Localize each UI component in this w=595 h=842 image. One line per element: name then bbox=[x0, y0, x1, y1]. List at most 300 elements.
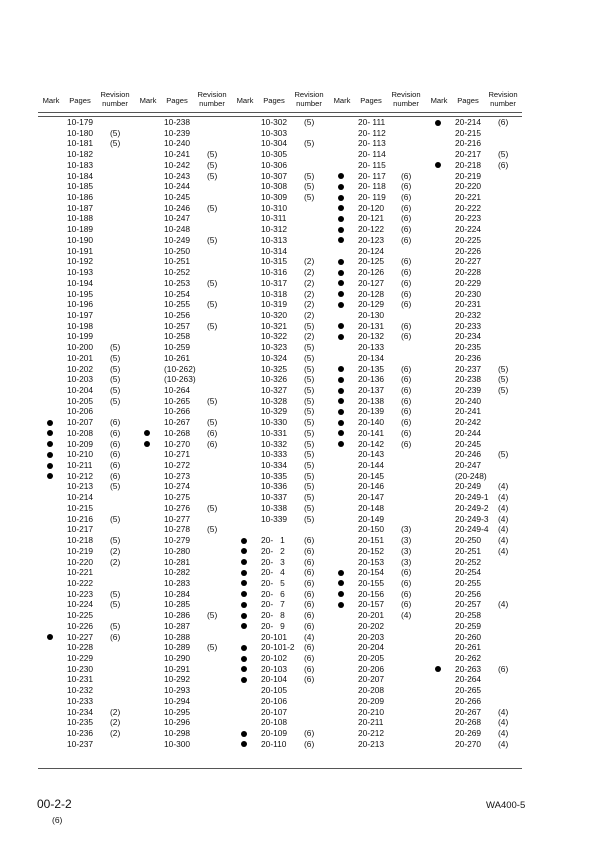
page-number: 20-223 bbox=[455, 213, 482, 224]
revision-number: (5) bbox=[207, 502, 218, 513]
page-number: 10-300 bbox=[164, 738, 191, 749]
page-number: 10-295 bbox=[164, 706, 191, 717]
page-number: 10-284 bbox=[164, 588, 191, 599]
page-number: 20-143 bbox=[358, 449, 385, 460]
revision-number: (6) bbox=[498, 663, 509, 674]
page-number: 10-230 bbox=[67, 663, 94, 674]
header-revision-line1: Revision bbox=[100, 90, 130, 99]
page-number: 10-337 bbox=[261, 492, 288, 503]
revision-number: (6) bbox=[498, 117, 509, 127]
page-number: 20-203 bbox=[358, 631, 385, 642]
page-number: 10-206 bbox=[67, 406, 94, 417]
revision-mark-dot bbox=[241, 602, 247, 608]
page-number: 10-212 bbox=[67, 470, 94, 481]
revision-number: (6) bbox=[401, 577, 412, 588]
page-number: 20-152 bbox=[358, 545, 385, 556]
page-number: 10-330 bbox=[261, 417, 288, 428]
header-mark: Mark bbox=[236, 96, 254, 105]
page-number: 20-138 bbox=[358, 395, 385, 406]
page-number: 20- 6 bbox=[261, 588, 285, 599]
page-number: 20-130 bbox=[358, 309, 385, 320]
page-number: 10-324 bbox=[261, 352, 288, 363]
revision-number: (4) bbox=[498, 492, 509, 503]
revision-mark-dot bbox=[435, 120, 441, 126]
page-number: 20- 118 bbox=[358, 181, 386, 192]
page-number: 10-317 bbox=[261, 277, 288, 288]
page-number: 20-157 bbox=[358, 599, 385, 610]
page-number: 20-238 bbox=[455, 374, 482, 385]
page-number: 10-247 bbox=[164, 213, 191, 224]
revision-number: (6) bbox=[401, 417, 412, 428]
revision-number: (4) bbox=[498, 535, 509, 546]
revision-number: (5) bbox=[110, 352, 121, 363]
revision-number: (6) bbox=[110, 460, 121, 471]
page-number: 20-215 bbox=[455, 127, 482, 138]
page-number: 10-234 bbox=[67, 706, 94, 717]
revision-number: (6) bbox=[401, 395, 412, 406]
revision-number: (5) bbox=[207, 610, 218, 621]
revision-number: (6) bbox=[304, 545, 315, 556]
revision-mark-dot bbox=[338, 205, 344, 211]
header-top-rule bbox=[38, 112, 522, 113]
page-number: 20- 1 bbox=[261, 535, 285, 546]
page-number: 20-141 bbox=[358, 427, 385, 438]
page-number: 10-311 bbox=[261, 213, 287, 224]
page-number: 10-306 bbox=[261, 159, 288, 170]
page-number: 20-264 bbox=[455, 674, 482, 685]
page-number: 10-327 bbox=[261, 385, 288, 395]
revision-number: (5) bbox=[304, 342, 315, 353]
revision-mark-dot bbox=[241, 570, 247, 576]
table-bottom-rule bbox=[38, 768, 522, 769]
revision-number: (5) bbox=[304, 385, 315, 395]
revision-number: (6) bbox=[401, 374, 412, 385]
revision-number: (6) bbox=[304, 653, 315, 663]
page-number: 20-124 bbox=[358, 245, 385, 256]
revision-number: (6) bbox=[401, 202, 412, 213]
revision-number: (6) bbox=[304, 567, 315, 578]
revision-mark-dot bbox=[338, 334, 344, 340]
revision-number: (6) bbox=[110, 449, 121, 460]
revision-number: (5) bbox=[110, 385, 121, 395]
page-number: 10-294 bbox=[164, 695, 191, 706]
page-number: 20-231 bbox=[455, 299, 482, 310]
page-number: 10-227 bbox=[67, 631, 94, 642]
page-number: 20-101 bbox=[261, 631, 288, 642]
revision-mark-dot bbox=[241, 731, 247, 737]
page-number: 10-249 bbox=[164, 234, 191, 245]
page-number: 10-290 bbox=[164, 653, 191, 663]
page-number: 10-265 bbox=[164, 395, 191, 406]
revision-number: (5) bbox=[110, 481, 121, 492]
page-number: 10-197 bbox=[67, 309, 94, 320]
revision-number: (4) bbox=[498, 728, 509, 739]
page-number: 10-267 bbox=[164, 417, 191, 428]
page-number: 20-135 bbox=[358, 363, 385, 374]
page-number: 20-134 bbox=[358, 352, 385, 363]
page-number: 20-107 bbox=[261, 706, 288, 717]
revision-mark-dot bbox=[435, 666, 441, 672]
page-number: 20-221 bbox=[455, 192, 482, 203]
revision-number: (5) bbox=[207, 299, 218, 310]
page-number: 10-185 bbox=[67, 181, 94, 192]
page-number: 10-277 bbox=[164, 513, 191, 524]
revision-number: (6) bbox=[207, 438, 218, 449]
page-number: 10-194 bbox=[67, 277, 94, 288]
page-number: 10-310 bbox=[261, 202, 288, 213]
revision-number: (4) bbox=[498, 545, 509, 556]
page-number: 10-272 bbox=[164, 460, 191, 471]
page-number: 20- 117 bbox=[358, 170, 386, 181]
revision-mark-dot bbox=[338, 377, 344, 383]
page-number: 10-217 bbox=[67, 524, 94, 535]
revision-number: (6) bbox=[401, 427, 412, 438]
page-number: 10-233 bbox=[67, 695, 94, 706]
revision-number: (6) bbox=[401, 192, 412, 203]
revision-number: (2) bbox=[110, 545, 121, 556]
revision-number: (3) bbox=[401, 556, 412, 567]
page-number: (10-263) bbox=[164, 374, 196, 385]
page-number: 20-217 bbox=[455, 149, 482, 160]
page-number: 20-228 bbox=[455, 267, 482, 278]
page-number: 10-305 bbox=[261, 149, 288, 160]
revision-number: (6) bbox=[401, 224, 412, 235]
revision-number: (5) bbox=[207, 642, 218, 653]
revision-mark-dot bbox=[338, 409, 344, 415]
revision-number: (6) bbox=[401, 299, 412, 310]
page-number: 10-226 bbox=[67, 620, 94, 631]
page-number: 10-202 bbox=[67, 363, 94, 374]
revision-number: (5) bbox=[110, 599, 121, 610]
revision-number: (2) bbox=[110, 556, 121, 567]
page-number: 10-335 bbox=[261, 470, 288, 481]
revision-mark-dot bbox=[338, 323, 344, 329]
revision-number: (5) bbox=[498, 385, 509, 395]
revision-number: (2) bbox=[304, 277, 315, 288]
page-number: 10-245 bbox=[164, 192, 191, 203]
page-number: 10-218 bbox=[67, 535, 94, 546]
revision-number: (6) bbox=[304, 674, 315, 685]
revision-number: (6) bbox=[304, 577, 315, 588]
page-number: 10-312 bbox=[261, 224, 288, 235]
page-number: 10-237 bbox=[67, 738, 94, 749]
revision-mark-dot bbox=[338, 441, 344, 447]
page-number: 10-323 bbox=[261, 342, 288, 353]
page-number: 10-224 bbox=[67, 599, 94, 610]
page-number: 10-214 bbox=[67, 492, 94, 503]
revision-number: (4) bbox=[498, 524, 509, 535]
page-number: 20-148 bbox=[358, 502, 385, 513]
page-number: 10-304 bbox=[261, 138, 288, 149]
page-number: 20-211 bbox=[358, 717, 384, 728]
revision-mark-dot bbox=[241, 591, 247, 597]
page-number: 20-246 bbox=[455, 449, 482, 460]
revision-number: (5) bbox=[498, 363, 509, 374]
page-number: 10-320 bbox=[261, 309, 288, 320]
page-number: 20-213 bbox=[358, 738, 385, 749]
revision-number: (6) bbox=[401, 567, 412, 578]
page-number: 20-156 bbox=[358, 588, 385, 599]
revision-mark-dot bbox=[338, 580, 344, 586]
page-number: 10-252 bbox=[164, 267, 191, 278]
page-number: 20-103 bbox=[261, 663, 288, 674]
revision-number: (5) bbox=[304, 502, 315, 513]
revision-number: (6) bbox=[304, 535, 315, 546]
revision-number: (6) bbox=[401, 320, 412, 331]
revision-number: (6) bbox=[304, 588, 315, 599]
page-number: 10-179 bbox=[67, 117, 94, 127]
revision-number: (4) bbox=[498, 502, 509, 513]
revision-number: (5) bbox=[304, 492, 315, 503]
revision-number: (5) bbox=[207, 320, 218, 331]
revision-number: (6) bbox=[304, 620, 315, 631]
page-number: 10-286 bbox=[164, 610, 191, 621]
page-number: 20-267 bbox=[455, 706, 482, 717]
revision-number: (2) bbox=[304, 299, 315, 310]
revision-number: (5) bbox=[207, 149, 218, 160]
revision-number: (2) bbox=[304, 256, 315, 267]
revision-number: (2) bbox=[110, 717, 121, 728]
page-number: 20-202 bbox=[358, 620, 385, 631]
page-number: 20-239 bbox=[455, 385, 482, 395]
page-number: 10-287 bbox=[164, 620, 191, 631]
page-number: 20-214 bbox=[455, 117, 482, 127]
revision-number: (6) bbox=[401, 267, 412, 278]
page-number: 20- 3 bbox=[261, 556, 285, 567]
revision-mark-dot bbox=[47, 634, 53, 640]
revision-number: (5) bbox=[207, 202, 218, 213]
page-number: 20-259 bbox=[455, 620, 482, 631]
page-number: 20-224 bbox=[455, 224, 482, 235]
revision-mark-dot bbox=[47, 463, 53, 469]
page-number: 20-149 bbox=[358, 513, 385, 524]
page-number: 20-254 bbox=[455, 567, 482, 578]
revision-number: (5) bbox=[304, 513, 315, 524]
page-number: 10-325 bbox=[261, 363, 288, 374]
revision-mark-dot bbox=[338, 591, 344, 597]
page-number: 20-251 bbox=[455, 545, 482, 556]
revision-number: (6) bbox=[401, 181, 412, 192]
page-number: 20-101-2 bbox=[261, 642, 295, 653]
revision-number: (2) bbox=[304, 288, 315, 299]
page-number: 20-260 bbox=[455, 631, 482, 642]
page-number: 20-154 bbox=[358, 567, 385, 578]
page-number: 10-251 bbox=[164, 256, 191, 267]
revision-number: (6) bbox=[110, 427, 121, 438]
page-number: 20-210 bbox=[358, 706, 385, 717]
page-number: 20- 9 bbox=[261, 620, 285, 631]
revision-number: (6) bbox=[401, 599, 412, 610]
header-revision-line2: number bbox=[199, 99, 225, 108]
header-pages: Pages bbox=[166, 96, 188, 105]
page-number: 10-216 bbox=[67, 513, 94, 524]
page-number: 10-289 bbox=[164, 642, 191, 653]
revision-mark-dot bbox=[338, 570, 344, 576]
page-number: 10-288 bbox=[164, 631, 191, 642]
page-number: 10-319 bbox=[261, 299, 288, 310]
page-number: 20-120 bbox=[358, 202, 385, 213]
page-number: 10-336 bbox=[261, 481, 288, 492]
revision-number: (5) bbox=[498, 449, 509, 460]
revision-number: (5) bbox=[110, 138, 121, 149]
revision-number: (6) bbox=[304, 642, 315, 653]
page-number: 20-233 bbox=[455, 320, 482, 331]
revision-mark-dot bbox=[338, 291, 344, 297]
page-number: 10-307 bbox=[261, 170, 288, 181]
revision-number: (6) bbox=[401, 234, 412, 245]
page-number: 20-249-4 bbox=[455, 524, 489, 535]
page-number: 10-191 bbox=[67, 245, 94, 256]
page-number: 10-211 bbox=[67, 460, 93, 471]
page-number: 10-209 bbox=[67, 438, 94, 449]
page-number: 10-240 bbox=[164, 138, 191, 149]
revision-number: (5) bbox=[110, 127, 121, 138]
revision-number: (5) bbox=[304, 417, 315, 428]
page-number: (20-248) bbox=[455, 470, 487, 481]
page-number: 20-247 bbox=[455, 460, 482, 471]
page-number: 10-200 bbox=[67, 342, 94, 353]
page-number: 10-248 bbox=[164, 224, 191, 235]
revision-mark-dot bbox=[47, 473, 53, 479]
page-number: 10-198 bbox=[67, 320, 94, 331]
header-mark: Mark bbox=[430, 96, 448, 105]
page-number: 10-296 bbox=[164, 717, 191, 728]
page-number: 20- 8 bbox=[261, 610, 285, 621]
page-number: 10-326 bbox=[261, 374, 288, 385]
page-number: 20-245 bbox=[455, 438, 482, 449]
page-number: 20-265 bbox=[455, 685, 482, 696]
page-number: 10-273 bbox=[164, 470, 191, 481]
page-number: 10-235 bbox=[67, 717, 94, 728]
page-number: 10-242 bbox=[164, 159, 191, 170]
page-number: 10-213 bbox=[67, 481, 94, 492]
page-number: 10-283 bbox=[164, 577, 191, 588]
page-number: 10-244 bbox=[164, 181, 191, 192]
revision-number: (6) bbox=[401, 277, 412, 288]
page-number: 10-210 bbox=[67, 449, 94, 460]
page-number: 20-128 bbox=[358, 288, 385, 299]
revision-number: (5) bbox=[304, 481, 315, 492]
page-number: 20-216 bbox=[455, 138, 482, 149]
revision-number: (5) bbox=[304, 138, 315, 149]
revision-number: (5) bbox=[304, 320, 315, 331]
page-number: 10-205 bbox=[67, 395, 94, 406]
page-number: 20-222 bbox=[455, 202, 482, 213]
revision-number: (5) bbox=[304, 395, 315, 406]
page-number: 10-232 bbox=[67, 685, 94, 696]
header-mark: Mark bbox=[42, 96, 60, 105]
revision-number: (5) bbox=[498, 374, 509, 385]
page-number: 20-108 bbox=[261, 717, 288, 728]
page-number: 10-215 bbox=[67, 502, 94, 513]
page-number: 10-308 bbox=[261, 181, 288, 192]
header-revision-line2: number bbox=[102, 99, 128, 108]
revision-number: (6) bbox=[304, 663, 315, 674]
page-number: 10-274 bbox=[164, 481, 191, 492]
page-number: 10-339 bbox=[261, 513, 288, 524]
header-revision-line1: Revision bbox=[294, 90, 324, 99]
page-number: 20-150 bbox=[358, 524, 385, 535]
page-number: 20-125 bbox=[358, 256, 385, 267]
revision-mark-dot bbox=[338, 173, 344, 179]
revision-mark-dot bbox=[338, 430, 344, 436]
page-number: 10-270 bbox=[164, 438, 191, 449]
page-revision: (6) bbox=[52, 815, 63, 825]
revision-number: (5) bbox=[304, 374, 315, 385]
page-number: 20-255 bbox=[455, 577, 482, 588]
page-number: 20-106 bbox=[261, 695, 288, 706]
revision-number: (6) bbox=[110, 470, 121, 481]
page-number: 10-302 bbox=[261, 117, 288, 127]
page-number: 20-144 bbox=[358, 460, 385, 471]
page-number: 10-190 bbox=[67, 234, 94, 245]
page-number: 10-281 bbox=[164, 556, 191, 567]
revision-number: (6) bbox=[304, 728, 315, 739]
page-number: 20-240 bbox=[455, 395, 482, 406]
page-number: 20-139 bbox=[358, 406, 385, 417]
page-number: 10-261 bbox=[164, 352, 191, 363]
revision-number: (5) bbox=[304, 470, 315, 481]
page-number: 20-249-2 bbox=[455, 502, 489, 513]
page-number: 10-266 bbox=[164, 406, 191, 417]
revision-mark-dot bbox=[338, 366, 344, 372]
page-number: 10-280 bbox=[164, 545, 191, 556]
page-number: 20-153 bbox=[358, 556, 385, 567]
revision-number: (2) bbox=[304, 267, 315, 278]
page-number: 10-231 bbox=[67, 674, 94, 685]
page-number: 20-122 bbox=[358, 224, 385, 235]
revision-number: (6) bbox=[304, 556, 315, 567]
page-number: 10-246 bbox=[164, 202, 191, 213]
page-number: 20-242 bbox=[455, 417, 482, 428]
revision-number: (4) bbox=[498, 738, 509, 749]
revision-mark-dot bbox=[338, 302, 344, 308]
revision-mark-dot bbox=[338, 280, 344, 286]
page-number: 10-278 bbox=[164, 524, 191, 535]
page-number: 20-266 bbox=[455, 695, 482, 706]
revision-number: (4) bbox=[498, 599, 509, 610]
page-number: 20-208 bbox=[358, 685, 385, 696]
page-number: 20- 112 bbox=[358, 127, 386, 138]
page-number: 10-219 bbox=[67, 545, 94, 556]
revision-mark-dot bbox=[241, 548, 247, 554]
page-number: 10-329 bbox=[261, 406, 288, 417]
revision-number: (5) bbox=[304, 427, 315, 438]
page-number: 10-303 bbox=[261, 127, 288, 138]
page-number: 10-334 bbox=[261, 460, 288, 471]
page-number: 10-316 bbox=[261, 267, 288, 278]
revision-mark-dot bbox=[241, 623, 247, 629]
page-number: 10-258 bbox=[164, 331, 191, 342]
page-number: 20-142 bbox=[358, 438, 385, 449]
page-number: 20- 114 bbox=[358, 149, 386, 160]
header-revision-line2: number bbox=[490, 99, 516, 108]
page-number: 20-137 bbox=[358, 385, 385, 395]
page-number: 10-201 bbox=[67, 352, 94, 363]
page-number: 10-225 bbox=[67, 610, 94, 621]
revision-number: (4) bbox=[498, 513, 509, 524]
page-number: 20-244 bbox=[455, 427, 482, 438]
page-number: 10-243 bbox=[164, 170, 191, 181]
header-pages: Pages bbox=[69, 96, 91, 105]
page-number: 10-279 bbox=[164, 535, 191, 546]
page-number: 20-225 bbox=[455, 234, 482, 245]
page-number: 10-239 bbox=[164, 127, 191, 138]
page-number: 20-109 bbox=[261, 728, 288, 739]
page-number: 10-221 bbox=[67, 567, 94, 578]
revision-number: (6) bbox=[110, 438, 121, 449]
revision-number: (5) bbox=[304, 181, 315, 192]
